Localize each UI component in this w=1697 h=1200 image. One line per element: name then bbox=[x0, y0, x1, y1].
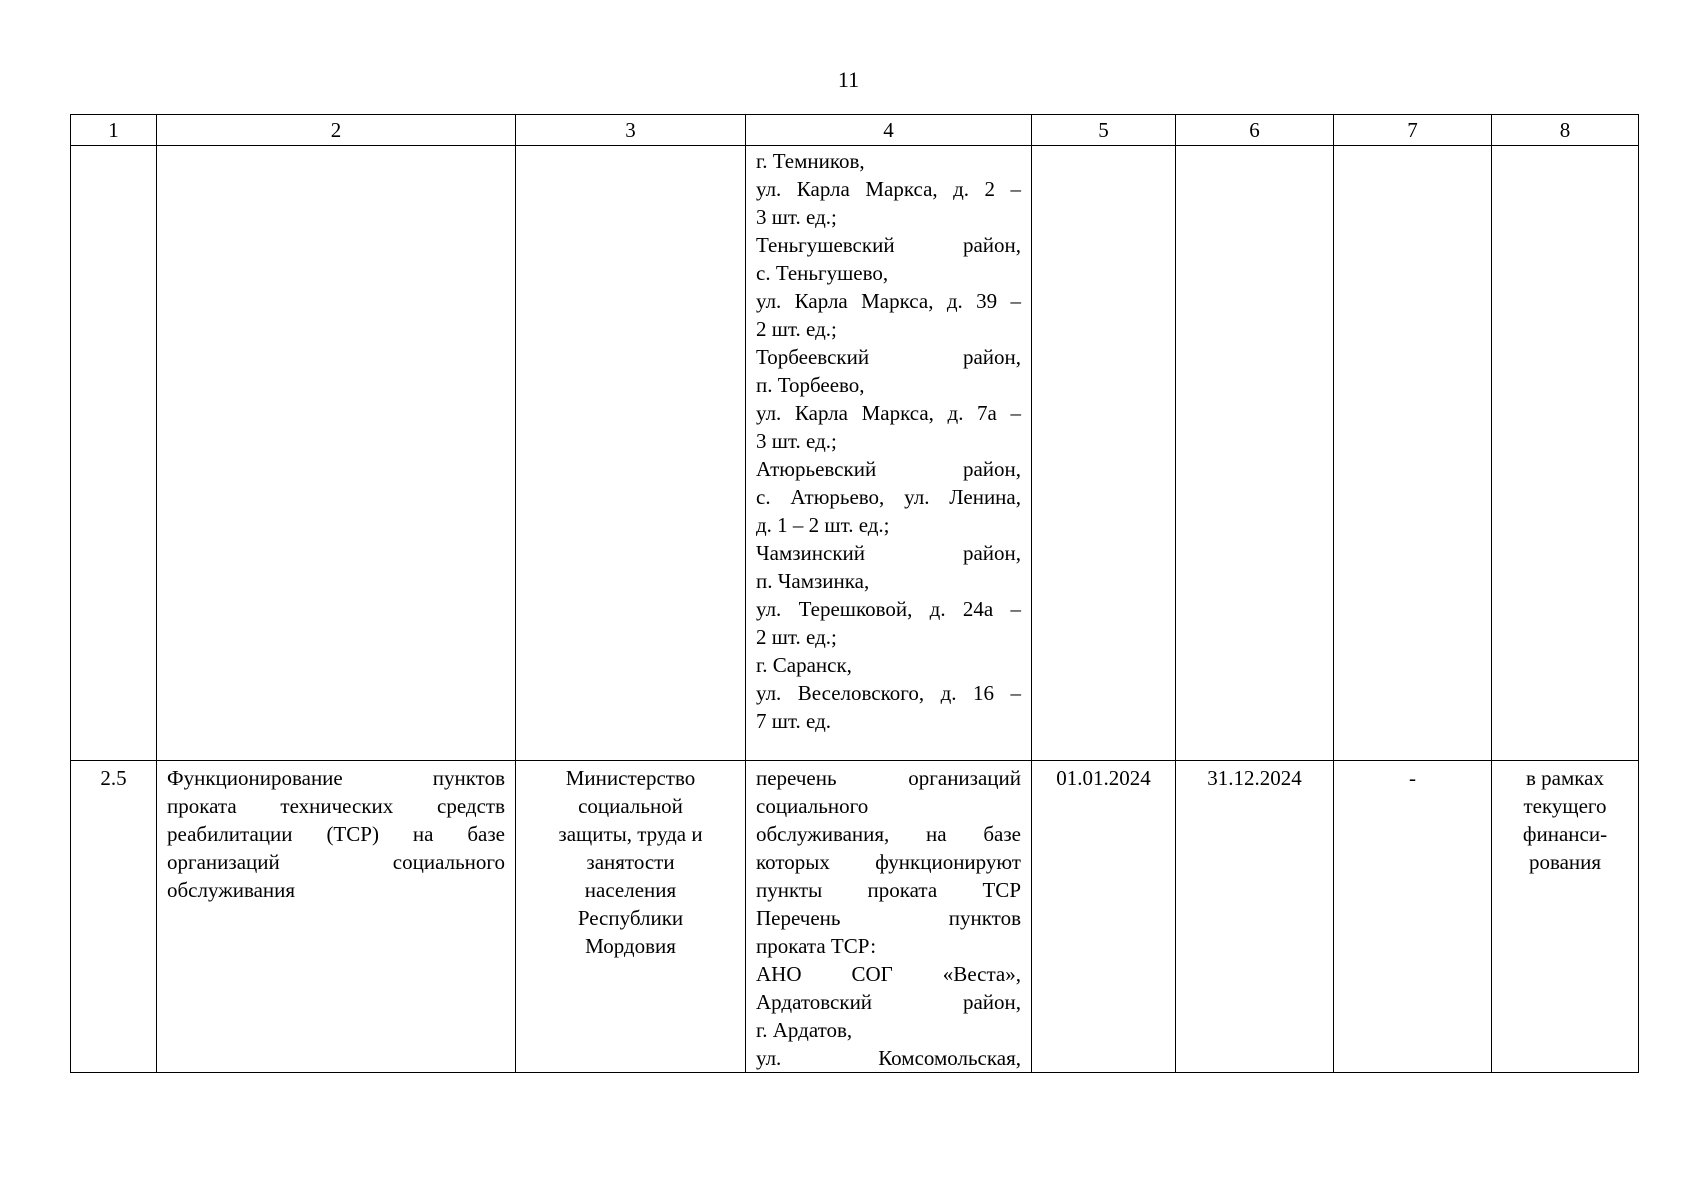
text-line: перечень организаций bbox=[756, 766, 1021, 790]
text-line: финанси- bbox=[1522, 822, 1608, 846]
row-a-cell-funding bbox=[1492, 146, 1639, 761]
text-line: г. Ардатов, bbox=[756, 1018, 853, 1042]
table-header-row bbox=[71, 115, 1639, 146]
text-line: г. Темников, bbox=[756, 149, 865, 173]
text-line: 2 шт. ед.; bbox=[756, 317, 837, 341]
funding-cell bbox=[1492, 761, 1639, 1073]
text-line: социального bbox=[756, 794, 869, 818]
text-line: Чамзинский район, bbox=[756, 541, 1021, 565]
text-line: Министерство bbox=[565, 766, 696, 790]
text-line: Перечень пунктов bbox=[756, 906, 1021, 930]
text-line: ул. Терешковой, д. 24а – bbox=[756, 597, 1021, 621]
table-row-2-5 bbox=[71, 761, 1639, 1073]
text-line: Торбеевский район, bbox=[756, 345, 1021, 369]
document-table bbox=[70, 114, 1639, 1073]
text-line: Мордовия bbox=[585, 934, 676, 958]
header-cell-1: 1 bbox=[71, 115, 157, 146]
row-a-cell-end bbox=[1176, 146, 1334, 761]
text-line: в рамках bbox=[1526, 766, 1604, 790]
text-line: занятости bbox=[586, 850, 675, 874]
row-a-cell-executor bbox=[516, 146, 746, 761]
text-line: Теньгушевский район, bbox=[756, 233, 1021, 257]
text-line: д. 1 – 2 шт. ед.; bbox=[756, 513, 890, 537]
row-a-cell-start bbox=[1032, 146, 1176, 761]
text-line: рования bbox=[1528, 850, 1602, 874]
text-line: социальной bbox=[578, 794, 683, 818]
text-line: ул. Карла Маркса, д. 39 – bbox=[756, 289, 1021, 313]
text-line: ул. Веселовского, д. 16 – bbox=[756, 681, 1021, 705]
text-line: обслуживания bbox=[167, 878, 296, 902]
text-line: которых функционируют bbox=[756, 850, 1021, 874]
start-date-cell: 01.01.2024 bbox=[1032, 761, 1176, 1073]
text-line: населения bbox=[584, 878, 677, 902]
row-a-cell-address-list bbox=[746, 146, 1032, 761]
text-line: Ардатовский район, bbox=[756, 990, 1021, 1014]
text-line: 3 шт. ед.; bbox=[756, 429, 837, 453]
text-line: реабилитации (ТСР) на базе bbox=[167, 822, 505, 846]
text-line: ул. Карла Маркса, д. 2 – bbox=[756, 177, 1021, 201]
row-a-cell-name bbox=[157, 146, 516, 761]
page-number: 11 bbox=[837, 67, 860, 92]
text-line: пункты проката ТСР bbox=[756, 878, 1021, 902]
header-cell-7: 7 bbox=[1334, 115, 1492, 146]
header-cell-8: 8 bbox=[1492, 115, 1639, 146]
activity-name-cell bbox=[157, 761, 516, 1073]
row-number: 2.5 bbox=[71, 761, 157, 1073]
header-cell-5: 5 bbox=[1032, 115, 1176, 146]
text-line: текущего bbox=[1523, 794, 1607, 818]
row-a-cell-col7 bbox=[1334, 146, 1492, 761]
header-cell-6: 6 bbox=[1176, 115, 1334, 146]
text-line: проката ТСР: bbox=[756, 934, 877, 958]
end-date-cell: 31.12.2024 bbox=[1176, 761, 1334, 1073]
text-line: п. Чамзинка, bbox=[756, 569, 870, 593]
text-line: 7 шт. ед. bbox=[756, 709, 831, 733]
text-line: Республики bbox=[577, 906, 684, 930]
text-line: с. Теньгушево, bbox=[756, 261, 889, 285]
text-line: проката технических средств bbox=[167, 794, 505, 818]
text-line: Функционирование пунктов bbox=[167, 766, 505, 790]
text-line: Атюрьевский район, bbox=[756, 457, 1021, 481]
text-line: организаций социального bbox=[167, 850, 505, 874]
table-row-continuation bbox=[71, 146, 1639, 761]
text-line: обслуживания, на базе bbox=[756, 822, 1021, 846]
text-line: с. Атюрьево, ул. Ленина, bbox=[756, 485, 1021, 509]
text-line: г. Саранск, bbox=[756, 653, 852, 677]
header-cell-3: 3 bbox=[516, 115, 746, 146]
text-line: 2 шт. ед.; bbox=[756, 625, 837, 649]
header-cell-4: 4 bbox=[746, 115, 1032, 146]
text-line: ул. Комсомольская, bbox=[756, 1046, 1021, 1070]
text-line: АНО СОГ «Веста», bbox=[756, 962, 1021, 986]
row-a-cell-number bbox=[71, 146, 157, 761]
col7-cell: - bbox=[1334, 761, 1492, 1073]
text-line: защиты, труда и bbox=[558, 822, 703, 846]
header-cell-2: 2 bbox=[157, 115, 516, 146]
text-line: 3 шт. ед.; bbox=[756, 205, 837, 229]
text-line: п. Торбеево, bbox=[756, 373, 865, 397]
result-description-cell bbox=[746, 761, 1032, 1073]
executor-cell bbox=[516, 761, 746, 1073]
text-line: ул. Карла Маркса, д. 7а – bbox=[756, 401, 1021, 425]
